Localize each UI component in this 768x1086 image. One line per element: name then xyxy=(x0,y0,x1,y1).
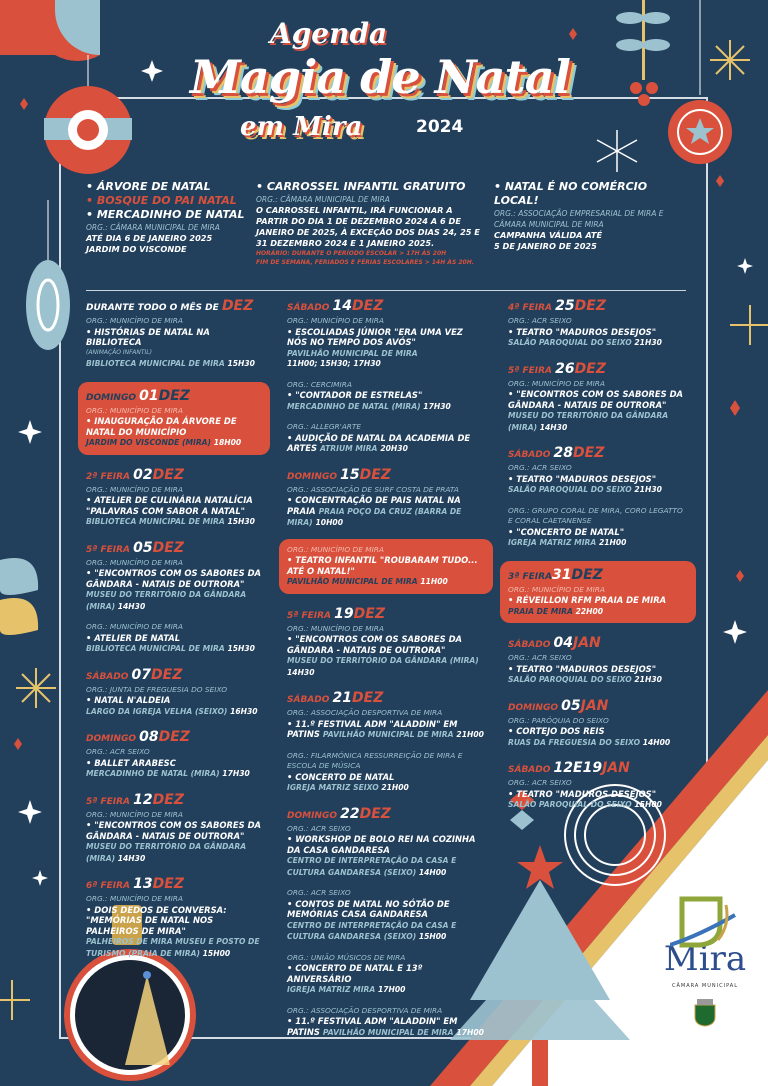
event-item xyxy=(86,540,262,613)
event-item xyxy=(78,382,270,455)
event-place: MERCADINHO DE NATAL (MIRA) xyxy=(287,401,421,411)
event-item xyxy=(508,445,688,496)
event-location xyxy=(86,516,262,528)
event-title: • BALLET ARABESC xyxy=(86,757,176,768)
event-month: DEZ xyxy=(571,566,603,583)
event-title-text: • CONCENTRAÇÃO DE PAIS NATAL NA PRAIA xyxy=(287,495,461,516)
event-time: 21H30 xyxy=(634,485,662,494)
event-organizer: ORG.: FILARMÓNICA RESSURREIÇÃO DE MIRA E ESCOLA DE MÚSICA xyxy=(287,750,463,770)
event-title: • "CONCERTO DE NATAL" xyxy=(508,526,625,537)
intro-org: ORG.: CÂMARA MUNICIPAL DE MIRA xyxy=(256,195,390,204)
event-item xyxy=(86,298,262,370)
event-date xyxy=(86,467,262,485)
event-location xyxy=(86,768,262,780)
event-location xyxy=(287,576,485,588)
event-place: CENTRO DE INTERPRETAÇÃO DA CASA E CULTURA GANDARESA (SEIXO) xyxy=(287,856,457,877)
event-title-text: • 11.º FESTIVAL ADM "ALADDIN" EM PATINS xyxy=(287,718,458,739)
event-place: PAVILHÃO MUNICIPAL DE MIRA xyxy=(322,730,454,739)
event-place: BIBLIOTECA MUNICIPAL DE MIRA xyxy=(86,517,225,526)
event-place: SALÃO PAROQUIAL DO SEIXO xyxy=(508,800,632,809)
snowflake-icon xyxy=(597,130,637,172)
event-weekday: 2ª FEIRA xyxy=(86,471,134,482)
event-title: • HISTÓRIAS DE NATAL NA BIBLIOTECA xyxy=(86,326,210,347)
event-item xyxy=(508,698,688,749)
event-organizer: ORG.: ASSOCIAÇÃO DESPORTIVA DE MIRA xyxy=(287,708,443,717)
event-item xyxy=(287,751,485,794)
event-place: SALÃO PAROQUIAL DO SEIXO xyxy=(508,338,632,347)
event-time: 15H30 xyxy=(227,359,255,368)
event-date xyxy=(508,567,688,585)
event-place: PALHEIROS DE MIRA MUSEU E POSTO DE TURISMO (PRAIA DE MIRA) xyxy=(86,937,260,958)
event-place: PRAIA DE MIRA xyxy=(508,606,573,616)
event-location xyxy=(508,799,688,811)
event-month: DEZ xyxy=(158,387,190,404)
event-location xyxy=(86,437,262,449)
event-location xyxy=(287,348,485,360)
event-month: DEZ xyxy=(152,539,184,556)
event-location xyxy=(508,410,688,433)
event-time: 21H30 xyxy=(634,338,662,347)
event-month: DEZ xyxy=(359,466,391,483)
event-month: DEZ xyxy=(574,360,606,377)
event-title: • TEATRO "MADUROS DESEJOS" xyxy=(508,473,657,484)
event-weekday: DOMINGO xyxy=(86,392,140,403)
event-place: MUSEU DO TERRITÓRIO DA GÂNDARA (MIRA) xyxy=(86,590,247,611)
event-time: 11H00; 15H30; 17H30 xyxy=(287,359,381,368)
event-day-number: 07 xyxy=(131,666,152,683)
event-day-number: 28 xyxy=(553,445,574,461)
event-month: DEZ xyxy=(359,805,391,822)
event-place: MUSEU DO TERRITÓRIO DA GÂNDARA (MIRA) xyxy=(287,656,479,665)
event-month: JAN xyxy=(573,635,601,651)
event-day-number: 25 xyxy=(555,298,575,314)
event-organizer: ORG.: MUNICÍPIO DE MIRA xyxy=(287,544,384,554)
event-organizer: ORG.: MUNICÍPIO DE MIRA xyxy=(508,584,605,594)
event-time: 16H30 xyxy=(230,706,258,716)
shield-logo-icon xyxy=(670,895,740,955)
intro-item: • MERCADINHO DE NATAL xyxy=(86,208,245,221)
event-title xyxy=(287,433,485,455)
event-item xyxy=(500,561,696,624)
event-title: • ESCOLIADAS JÚNIOR "ERA UMA VEZ NÓS NO TEMPO DOS AVÓS" xyxy=(287,326,463,347)
event-organizer: ORG.: MUNICÍPIO DE MIRA xyxy=(86,622,183,631)
event-date xyxy=(508,298,688,316)
event-month: DEZ xyxy=(221,298,254,314)
event-organizer: ORG.: ALLEGR'ARTE xyxy=(287,422,362,431)
event-title: • "ENCONTROS COM OS SABORES DA GÂNDARA - NATAIS DE OUTRORA" xyxy=(287,634,463,655)
event-location xyxy=(86,358,262,370)
municipality-logo xyxy=(655,895,755,1031)
event-item xyxy=(508,760,688,811)
event-month: DEZ xyxy=(151,666,183,683)
event-organizer: ORG.: MUNICÍPIO DE MIRA xyxy=(86,557,183,567)
event-date xyxy=(287,806,485,824)
event-organizer: ORG.: ACR SEIXO xyxy=(508,778,572,787)
section-divider xyxy=(86,290,686,291)
event-date xyxy=(287,606,485,624)
event-month: DEZ xyxy=(352,298,384,314)
event-title: • RÉVEILLON RFM PRAIA DE MIRA xyxy=(508,595,667,605)
title-em-mira: em Mira xyxy=(240,112,363,142)
event-organizer: ORG.: ACR SEIXO xyxy=(287,823,351,833)
event-place: LARGO DA IGREJA VELHA (SEIXO) xyxy=(86,706,228,716)
event-day-number: 04 xyxy=(553,635,574,651)
event-day-number: 19 xyxy=(334,605,354,622)
event-time: 11H00 xyxy=(420,577,448,586)
event-time: 14H30 xyxy=(117,853,146,863)
event-place: IGREJA MATRIZ MIRA xyxy=(287,985,376,994)
event-organizer: ORG.: MUNICÍPIO DE MIRA xyxy=(508,378,605,388)
event-organizer: ORG.: ACR SEIXO xyxy=(508,463,572,472)
event-time: 15H00 xyxy=(634,800,662,809)
event-day-number: 22 xyxy=(340,805,360,822)
event-weekday: 5ª FEIRA xyxy=(86,796,134,807)
event-place: SALÃO PAROQUIAL DO SEIXO xyxy=(508,485,632,494)
event-time: 17H00 xyxy=(377,985,406,994)
event-place: RUAS DA FREGUESIA DO SEIXO xyxy=(508,737,641,747)
event-time: 15H00 xyxy=(202,948,231,958)
event-organizer: ORG.: MUNICÍPIO DE MIRA xyxy=(86,405,183,415)
event-item xyxy=(287,606,485,679)
event-day-number: 02 xyxy=(133,466,153,483)
event-time: 14H00 xyxy=(418,867,447,877)
event-month: DEZ xyxy=(573,445,605,461)
event-organizer: ORG.: ASSOCIAÇÃO DE SURF COSTA DE PRATA xyxy=(287,484,459,494)
event-date xyxy=(508,698,688,716)
event-date xyxy=(508,635,688,653)
event-place: PAVILHÃO MUNICIPAL DE MIRA xyxy=(322,1027,454,1037)
event-weekday: SÁBADO xyxy=(508,765,554,775)
event-organizer: ORG.: GRUPO CORAL DE MIRA, CORO LEGATTO E CORAL CAETANENSE xyxy=(508,505,683,525)
intro-text: JARDIM DO VISCONDE xyxy=(86,244,187,254)
event-item xyxy=(508,506,688,549)
event-place: IGREJA MATRIZ SEIXO xyxy=(287,783,379,792)
logo-subtitle: CÂMARA MUNICIPAL xyxy=(672,983,738,989)
event-place: PAVILHÃO MUNICIPAL DE MIRA xyxy=(287,577,418,586)
event-weekday: SÁBADO xyxy=(508,640,554,650)
event-time: 21H00 xyxy=(456,730,484,739)
event-time: 22H00 xyxy=(575,606,604,616)
event-date xyxy=(287,467,485,485)
event-place: BIBLIOTECA MUNICIPAL DE MIRA xyxy=(86,359,225,368)
event-organizer: ORG.: ACR SEIXO xyxy=(86,747,150,756)
event-place: CENTRO DE INTERPRETAÇÃO DA CASA E CULTURA GANDARESA (SEIXO) xyxy=(287,920,457,941)
event-weekday: SÁBADO xyxy=(287,303,333,313)
event-weekday: DOMINGO xyxy=(287,810,341,821)
event-place: MUSEU DO TERRITÓRIO DA GÂNDARA (MIRA) xyxy=(86,842,247,863)
event-organizer: ORG.: MUNICÍPIO DE MIRA xyxy=(287,316,384,325)
event-weekday: DOMINGO xyxy=(86,734,140,744)
event-title: • "CONTADOR DE ESTRELAS" xyxy=(287,390,423,400)
event-item xyxy=(287,690,485,741)
event-item xyxy=(287,953,485,996)
event-day-number: 14 xyxy=(332,298,353,314)
event-time: 20H30 xyxy=(380,444,408,453)
event-month: DEZ xyxy=(152,876,184,892)
event-item xyxy=(86,876,262,959)
event-weekday: 5ª FEIRA xyxy=(86,544,134,555)
event-time: 18H00 xyxy=(213,438,242,447)
event-time: 17H30 xyxy=(222,769,250,778)
event-month: JAN xyxy=(602,760,630,776)
event-title xyxy=(287,1016,485,1038)
event-title: • INAUGURAÇÃO DA ÁRVORE DE NATAL DO MUNICÍPIO xyxy=(86,416,237,437)
ornament-top-right-icon xyxy=(668,0,732,164)
event-place: SALÃO PAROQUIAL DO SEIXO xyxy=(508,675,632,684)
event-note: (ANIMAÇÃO INFANTIL) xyxy=(86,348,152,356)
event-weekday: 6ª FEIRA xyxy=(86,881,134,891)
event-place: PRAIA POÇO DA CRUZ (BARRA DE MIRA) xyxy=(287,506,462,527)
event-day-number: 31 xyxy=(552,566,572,583)
event-weekday: 5ª FEIRA xyxy=(508,365,556,376)
intro-block-comercio xyxy=(494,180,690,252)
event-title: • DOIS DEDOS DE CONVERSA: "MEMÓRIAS DE NATAL NOS PALHEIROS DE MIRA" xyxy=(86,904,227,936)
intro-text: 5 DE JANEIRO DE 2025 xyxy=(494,241,597,251)
event-item xyxy=(279,539,493,594)
event-time: 14H30 xyxy=(539,422,568,432)
event-place: IGREJA MATRIZ MIRA xyxy=(508,538,597,547)
intro-text: ATÉ DIA 6 DE JANEIRO 2025 xyxy=(86,233,213,243)
event-time: 15H00 xyxy=(418,932,447,941)
event-organizer: ORG.: ACR SEIXO xyxy=(508,316,572,325)
event-time: 14H30 xyxy=(117,601,146,611)
event-time: 14H00 xyxy=(642,737,671,747)
event-time: 21H00 xyxy=(381,783,409,792)
event-weekday: 5ª FEIRA xyxy=(287,610,335,621)
event-item xyxy=(287,806,485,879)
event-time: 21H30 xyxy=(634,675,662,684)
events-column-2 xyxy=(287,298,485,1050)
event-date xyxy=(86,540,262,558)
event-date xyxy=(508,361,688,379)
event-title: • "ENCONTROS COM OS SABORES DA GÂNDARA - NATAIS DE OUTRORA" xyxy=(508,389,684,410)
event-title: • CONCERTO DE NATAL E 13º ANIVERSÁRIO xyxy=(287,963,423,984)
event-month: JAN xyxy=(580,697,609,714)
event-item xyxy=(86,792,262,865)
event-day-number: 21 xyxy=(332,690,353,706)
logo-name: Mira xyxy=(663,939,747,979)
event-location xyxy=(86,706,262,718)
event-title: • "ENCONTROS COM OS SABORES DA GÂNDARA - NATAIS DE OUTRORA" xyxy=(86,820,262,841)
event-date xyxy=(86,729,262,747)
event-weekday: DOMINGO xyxy=(508,702,562,713)
event-location xyxy=(86,936,262,959)
event-day-number: 08 xyxy=(139,729,159,745)
ornament-left-icon xyxy=(26,200,70,350)
event-date xyxy=(86,388,262,406)
event-organizer: ORG.: JUNTA DE FREGUESIA DO SEIXO xyxy=(86,684,228,694)
event-title: • TEATRO "MADUROS DESEJOS" xyxy=(508,788,657,799)
event-location xyxy=(508,484,688,496)
intro-note: FIM DE SEMANA, FERIADOS E FÉRIAS ESCOLARES > 14H ÀS 20H. xyxy=(256,259,475,266)
event-place: BIBLIOTECA MUNICIPAL DE MIRA xyxy=(86,644,225,653)
event-location xyxy=(287,782,485,794)
event-location xyxy=(287,984,485,996)
event-item xyxy=(287,1006,485,1039)
intro-block-carrossel xyxy=(256,180,484,267)
event-item xyxy=(287,888,485,943)
intro-item: • BOSQUE DO PAI NATAL xyxy=(86,194,237,207)
event-day-number: 12 xyxy=(133,791,153,808)
intro-note: HORÁRIO: DURANTE O PERÍODO ESCOLAR > 17H ÀS 20H xyxy=(256,250,447,257)
event-date xyxy=(86,298,262,316)
event-day-number: 15 xyxy=(340,466,360,483)
poster-title xyxy=(180,18,580,152)
event-day-number: 13 xyxy=(133,876,153,892)
ornament-top-left-icon xyxy=(44,55,132,174)
event-organizer: ORG.: ACR SEIXO xyxy=(508,653,572,662)
event-date xyxy=(287,690,485,708)
event-day-number: 12E19 xyxy=(553,760,603,776)
event-month: DEZ xyxy=(352,690,384,706)
event-date xyxy=(86,792,262,810)
event-month: DEZ xyxy=(152,791,184,808)
event-weekday: 3ª FEIRA xyxy=(508,571,553,582)
event-date xyxy=(508,760,688,778)
event-location xyxy=(508,737,688,749)
event-organizer: ORG.: CERCIMIRA xyxy=(287,379,352,389)
event-title-text: • 11.º FESTIVAL ADM "ALADDIN" EM PATINS xyxy=(287,1016,458,1037)
event-time: 21H00 xyxy=(598,538,627,547)
event-title: • TEATRO "MADUROS DESEJOS" xyxy=(508,663,657,674)
event-organizer: ORG.: MUNICÍPIO DE MIRA xyxy=(287,623,384,633)
event-weekday: DURANTE TODO O MÊS DE xyxy=(86,303,222,313)
event-day-number: 01 xyxy=(139,387,159,404)
coat-of-arms-icon xyxy=(693,999,717,1027)
event-place: ATRIUM MIRA xyxy=(319,444,378,453)
event-time: 15H30 xyxy=(227,644,255,653)
event-location xyxy=(86,589,262,612)
event-item xyxy=(86,729,262,780)
event-time: 14H30 xyxy=(287,667,315,677)
event-organizer: ORG.: ASSOCIAÇÃO DESPORTIVA DE MIRA xyxy=(287,1005,443,1015)
event-title-text: • AUDIÇÃO DE NATAL DA ACADEMIA DE ARTES xyxy=(287,432,471,453)
holly-branch-icon xyxy=(616,0,670,106)
event-date xyxy=(86,876,262,894)
event-time: 15H30 xyxy=(227,517,255,526)
event-month: DEZ xyxy=(574,298,606,314)
event-location xyxy=(508,537,688,549)
event-location xyxy=(508,674,688,686)
event-organizer: ORG.: ACR SEIXO xyxy=(287,888,351,897)
event-title: • CORTEJO DOS REIS xyxy=(508,726,605,736)
event-location xyxy=(508,337,688,349)
event-day-number: 05 xyxy=(561,697,581,714)
event-organizer: ORG.: MUNICÍPIO DE MIRA xyxy=(86,894,183,903)
event-place: MERCADINHO DE NATAL (MIRA) xyxy=(86,769,220,778)
event-title: • TEATRO "MADUROS DESEJOS" xyxy=(508,326,657,337)
event-organizer: ORG.: UNIÃO MÚSICOS DE MIRA xyxy=(287,952,406,962)
event-title: • ATELIER DE NATAL xyxy=(86,632,181,643)
event-weekday: SÁBADO xyxy=(508,450,554,460)
event-time: 10H00 xyxy=(315,518,343,527)
events-column-1 xyxy=(86,298,262,971)
event-title xyxy=(287,719,485,741)
event-place: MUSEU DO TERRITÓRIO DA GÂNDARA (MIRA) xyxy=(508,411,669,432)
event-location xyxy=(86,643,262,655)
event-day-number: 05 xyxy=(133,539,153,556)
event-item xyxy=(86,622,262,655)
event-month: DEZ xyxy=(158,729,190,745)
event-time: 17H00 xyxy=(456,1027,484,1037)
event-title: • CONTOS DE NATAL NO SÓTÃO DE MEMÓRIAS CASA GANDARESA xyxy=(287,898,450,919)
event-location xyxy=(287,655,485,678)
event-weekday: SÁBADO xyxy=(86,671,132,682)
event-title: • "ENCONTROS COM OS SABORES DA GÂNDARA - NATAIS DE OUTRORA" xyxy=(86,568,262,589)
intro-org: ORG.: ASSOCIAÇÃO EMPRESARIAL DE MIRA E CÂMARA MUNICIPAL DE MIRA xyxy=(494,209,664,229)
event-item xyxy=(508,635,688,686)
event-title: • CONCERTO DE NATAL xyxy=(287,771,395,782)
intro-text: CAMPANHA VÁLIDA ATÉ xyxy=(494,230,603,240)
event-item xyxy=(287,298,485,370)
intro-block-arvore xyxy=(86,180,246,255)
event-item xyxy=(287,467,485,529)
event-title: • WORKSHOP DE BOLO REI NA COZINHA DA CASA GANDARESA xyxy=(287,834,476,855)
event-title: • NATAL N'ALDEIA xyxy=(86,695,171,705)
event-month: DEZ xyxy=(152,466,184,483)
title-magia-de-natal: Magia de Natal xyxy=(190,50,571,104)
event-organizer: ORG.: MUNICÍPIO DE MIRA xyxy=(86,484,183,494)
title-agenda: Agenda xyxy=(270,17,388,50)
event-title xyxy=(287,495,485,529)
event-item xyxy=(287,422,485,455)
event-item xyxy=(86,467,262,528)
event-weekday: DOMINGO xyxy=(287,471,341,482)
event-location xyxy=(86,841,262,864)
event-title: • ATELIER DE CULINÁRIA NATALÍCIA "PALAVRAS COM SABOR A NATAL" xyxy=(86,495,253,516)
event-location xyxy=(287,855,485,878)
intro-org: ORG.: CÂMARA MUNICIPAL DE MIRA xyxy=(86,223,220,232)
event-title: • TEATRO INFANTIL "ROUBARAM TUDO... ATÉ O NATAL!" xyxy=(287,555,478,576)
event-item xyxy=(508,361,688,434)
event-date xyxy=(287,298,485,316)
event-month: DEZ xyxy=(353,605,385,622)
event-date xyxy=(86,667,262,685)
event-date xyxy=(508,445,688,463)
event-item xyxy=(287,380,485,413)
event-location xyxy=(508,606,688,618)
intro-item: • CARROSSEL INFANTIL GRATUITO xyxy=(256,180,466,193)
event-item xyxy=(508,298,688,349)
event-day-number: 26 xyxy=(555,360,575,377)
event-place: JARDIM DO VISCONDE (MIRA) xyxy=(86,438,212,447)
intro-text: O CARROSSEL INFANTIL, IRÁ FUNCIONAR A PARTIR DO DIA 1 DE DEZEMBRO 2024 A 6 DE JANEIRO DE 2025, À EXCEÇÃO DOS DIAS 24, 25 E 31 DEZEMBRO 2024 E 1 JANEIRO 2025. xyxy=(256,205,480,248)
event-organizer: ORG.: PARÓQUIA DO SEIXO xyxy=(508,715,609,725)
intro-item: • ÁRVORE DE NATAL xyxy=(86,180,211,193)
event-location xyxy=(287,401,485,413)
event-place: PAVILHÃO MUNICIPAL DE MIRA xyxy=(287,348,418,358)
event-item xyxy=(86,667,262,718)
event-weekday: SÁBADO xyxy=(287,695,333,705)
event-time: 17H30 xyxy=(423,401,451,411)
event-organizer: ORG.: MUNICÍPIO DE MIRA xyxy=(86,316,183,325)
events-column-3 xyxy=(508,298,688,823)
event-location xyxy=(287,920,485,943)
intro-item: • NATAL É NO COMÉRCIO LOCAL! xyxy=(494,180,648,207)
event-organizer: ORG.: MUNICÍPIO DE MIRA xyxy=(86,809,183,819)
title-year: 2024 xyxy=(416,117,464,137)
event-weekday: 4ª FEIRA xyxy=(508,303,556,313)
